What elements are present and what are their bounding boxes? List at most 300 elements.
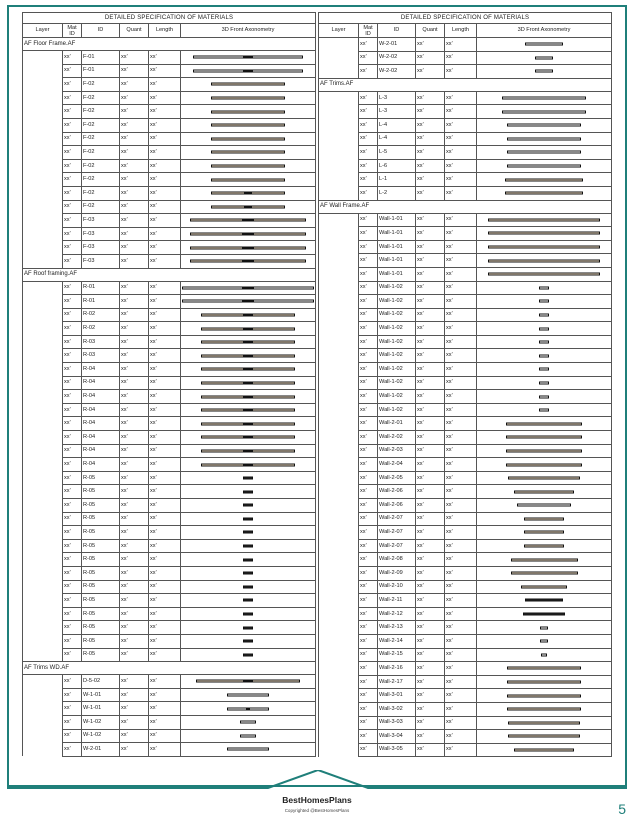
- id-cell: F-02: [82, 200, 120, 214]
- quant-cell: xx': [120, 729, 149, 743]
- layer-cell: [319, 580, 359, 594]
- axonometry-thumbnail: [181, 594, 316, 608]
- member-joint-marker: [243, 342, 252, 343]
- mat-id-cell: xx': [63, 431, 82, 445]
- id-cell: R-05: [82, 539, 120, 553]
- length-cell: xx': [445, 376, 477, 390]
- quant-cell: xx': [120, 553, 149, 567]
- id-cell: F-02: [82, 118, 120, 132]
- layer-cell: [319, 730, 359, 744]
- length-cell: xx': [445, 281, 477, 295]
- axonometry-thumbnail: [181, 431, 316, 445]
- axonometry-thumbnail: [181, 444, 316, 458]
- length-cell: xx': [445, 51, 477, 65]
- axonometry-thumbnail: [181, 227, 316, 241]
- id-cell: F-02: [82, 186, 120, 200]
- table-row: [23, 363, 316, 377]
- layer-cell: [23, 715, 63, 729]
- col-layer: Layer: [319, 24, 359, 38]
- table-row: [319, 403, 612, 417]
- mat-id-cell: xx': [63, 322, 82, 336]
- member-joint-marker: [243, 437, 252, 438]
- table-row: [319, 363, 612, 377]
- length-cell: xx': [445, 390, 477, 404]
- member-bar: [506, 422, 581, 425]
- member-bar: [539, 409, 548, 412]
- layer-cell: [319, 267, 359, 281]
- layer-cell: [23, 241, 63, 255]
- table-row: [23, 227, 316, 241]
- layer-cell: [319, 335, 359, 349]
- length-cell: xx': [149, 715, 181, 729]
- mat-id-cell: xx': [63, 403, 82, 417]
- axonometry-thumbnail: [181, 376, 316, 390]
- table-row: [319, 267, 612, 281]
- member-bar: [488, 218, 601, 221]
- mat-id-cell: xx': [359, 675, 378, 689]
- axonometry-thumbnail: [477, 363, 612, 377]
- mat-id-cell: xx': [359, 471, 378, 485]
- left-table-title: DETAILED SPECIFICATION OF MATERIALS: [23, 13, 316, 24]
- axonometry-thumbnail: [477, 431, 612, 445]
- layer-cell: [23, 688, 63, 702]
- id-cell: Wall-3-03: [378, 716, 416, 730]
- member-bar: [506, 449, 581, 452]
- quant-cell: xx': [416, 621, 445, 635]
- length-cell: xx': [149, 485, 181, 499]
- quant-cell: xx': [120, 485, 149, 499]
- table-row: [319, 485, 612, 499]
- member-bar: [539, 395, 548, 398]
- mat-id-cell: xx': [359, 580, 378, 594]
- quant-cell: xx': [416, 118, 445, 132]
- quant-cell: xx': [120, 688, 149, 702]
- col-quant: Quant: [416, 24, 445, 38]
- left-table-body: [23, 38, 316, 757]
- length-cell: xx': [149, 580, 181, 594]
- layer-cell: [319, 254, 359, 268]
- axonometry-thumbnail: [477, 295, 612, 309]
- quant-cell: xx': [120, 431, 149, 445]
- axonometry-thumbnail: [477, 512, 612, 526]
- layer-cell: [23, 444, 63, 458]
- id-cell: L-3: [378, 91, 416, 105]
- member-bar: [511, 558, 578, 561]
- member-bar: [190, 260, 305, 263]
- id-cell: W-1-01: [82, 702, 120, 716]
- id-cell: R-04: [82, 431, 120, 445]
- axonometry-thumbnail: [181, 281, 316, 295]
- mat-id-cell: xx': [63, 485, 82, 499]
- member-bar: [201, 422, 295, 425]
- length-cell: xx': [445, 499, 477, 513]
- table-row: [319, 295, 612, 309]
- mat-id-cell: xx': [359, 648, 378, 662]
- layer-cell: [23, 146, 63, 160]
- id-cell: F-03: [82, 254, 120, 268]
- table-row: [319, 417, 612, 431]
- table-row: [23, 607, 316, 621]
- quant-cell: xx': [120, 254, 149, 268]
- mat-id-cell: xx': [63, 702, 82, 716]
- layer-cell: [23, 743, 63, 757]
- table-row: [319, 186, 612, 200]
- col-id: ID: [378, 24, 416, 38]
- col-axonometry: 3D Front Axonometry: [477, 24, 612, 38]
- quant-cell: xx': [120, 458, 149, 472]
- layer-cell: [23, 173, 63, 187]
- layer-cell: [319, 662, 359, 676]
- member-bar: [535, 56, 552, 59]
- member-joint-marker: [243, 70, 254, 71]
- length-cell: xx': [445, 743, 477, 757]
- quant-cell: xx': [416, 240, 445, 254]
- id-cell: Wall-2-04: [378, 458, 416, 472]
- axonometry-thumbnail: [477, 689, 612, 703]
- id-cell: Wall-3-02: [378, 702, 416, 716]
- mat-id-cell: xx': [359, 621, 378, 635]
- member-bar: [539, 341, 548, 344]
- right-spec-table: [318, 12, 611, 757]
- member-bar: [507, 124, 581, 127]
- member-bar: [535, 70, 552, 73]
- table-row: [319, 308, 612, 322]
- layer-cell: [23, 417, 63, 431]
- layer-cell: [23, 702, 63, 716]
- id-cell: F-03: [82, 241, 120, 255]
- mat-id-cell: xx': [359, 349, 378, 363]
- axonometry-thumbnail: [181, 729, 316, 743]
- member-bar: [488, 232, 601, 235]
- id-cell: R-04: [82, 376, 120, 390]
- col-length: Length: [445, 24, 477, 38]
- quant-cell: xx': [416, 431, 445, 445]
- table-row: [319, 458, 612, 472]
- axonometry-thumbnail: [181, 580, 316, 594]
- id-cell: L-6: [378, 159, 416, 173]
- axonometry-thumbnail: [181, 186, 316, 200]
- axonometry-thumbnail: [477, 634, 612, 648]
- table-row: [23, 105, 316, 119]
- col-quant: Quant: [120, 24, 149, 38]
- right-table-title: DETAILED SPECIFICATION OF MATERIALS: [319, 13, 612, 24]
- quant-cell: xx': [416, 539, 445, 553]
- id-cell: Wall-2-07: [378, 512, 416, 526]
- quant-cell: xx': [120, 118, 149, 132]
- layer-cell: [23, 553, 63, 567]
- table-row: [319, 553, 612, 567]
- member-bar: [507, 681, 581, 684]
- section-label: AF Wall Frame.AF: [319, 200, 612, 213]
- axonometry-thumbnail: [181, 471, 316, 485]
- member-bar: [539, 368, 548, 371]
- axonometry-thumbnail: [477, 254, 612, 268]
- table-row: [319, 512, 612, 526]
- quant-cell: xx': [120, 241, 149, 255]
- member-bar: [201, 313, 295, 316]
- axonometry-thumbnail: [477, 146, 612, 160]
- id-cell: F-02: [82, 132, 120, 146]
- table-row: [319, 213, 612, 227]
- id-cell: F-01: [82, 51, 120, 65]
- section-label: AF Trims WD.AF: [23, 662, 316, 675]
- table-row: [319, 240, 612, 254]
- length-cell: xx': [149, 173, 181, 187]
- axonometry-thumbnail: [181, 132, 316, 146]
- layer-cell: [23, 648, 63, 662]
- id-cell: Wall-1-01: [378, 213, 416, 227]
- member-bar: [539, 381, 548, 384]
- quant-cell: xx': [416, 526, 445, 540]
- mat-id-cell: xx': [63, 634, 82, 648]
- axonometry-thumbnail: [477, 376, 612, 390]
- col-axonometry: 3D Front Axonometry: [181, 24, 316, 38]
- mat-id-cell: xx': [359, 281, 378, 295]
- axonometry-thumbnail: [477, 607, 612, 621]
- member-bar: [539, 286, 548, 289]
- mat-id-cell: xx': [63, 729, 82, 743]
- member-bar: [182, 300, 313, 303]
- table-row: [23, 186, 316, 200]
- id-cell: F-02: [82, 146, 120, 160]
- member-bar: [211, 137, 285, 140]
- mat-id-cell: xx': [63, 91, 82, 105]
- id-cell: R-02: [82, 308, 120, 322]
- axonometry-thumbnail: [181, 621, 316, 635]
- left-spec-table: [22, 12, 315, 757]
- table-row: [23, 485, 316, 499]
- mat-id-cell: xx': [63, 335, 82, 349]
- member-bar: [201, 327, 295, 330]
- id-cell: W-2-02: [378, 65, 416, 79]
- table-row: [23, 241, 316, 255]
- id-cell: Wall-2-17: [378, 675, 416, 689]
- axonometry-thumbnail: [477, 213, 612, 227]
- table-row: [23, 200, 316, 214]
- id-cell: L-3: [378, 105, 416, 119]
- axonometry-thumbnail: [477, 281, 612, 295]
- member-bar: [506, 436, 581, 439]
- table-row: [319, 281, 612, 295]
- table-row: [23, 349, 316, 363]
- axonometry-thumbnail: [181, 743, 316, 757]
- axonometry-thumbnail: [181, 634, 316, 648]
- mat-id-cell: xx': [359, 553, 378, 567]
- table-row: [23, 376, 316, 390]
- member-joint-marker: [243, 423, 252, 424]
- mat-id-cell: xx': [359, 403, 378, 417]
- member-joint-marker: [244, 206, 251, 207]
- quant-cell: xx': [120, 403, 149, 417]
- axonometry-thumbnail: [477, 580, 612, 594]
- quant-cell: xx': [416, 376, 445, 390]
- length-cell: xx': [445, 118, 477, 132]
- id-cell: F-02: [82, 173, 120, 187]
- id-cell: F-02: [82, 91, 120, 105]
- brand-logo-text: BestHomesPlans: [282, 795, 352, 805]
- quant-cell: xx': [120, 580, 149, 594]
- mat-id-cell: xx': [63, 594, 82, 608]
- mat-id-cell: xx': [359, 458, 378, 472]
- table-row: [23, 64, 316, 78]
- length-cell: xx': [149, 281, 181, 295]
- quant-cell: xx': [120, 363, 149, 377]
- length-cell: xx': [149, 675, 181, 689]
- mat-id-cell: xx': [359, 526, 378, 540]
- axonometry-thumbnail: [477, 702, 612, 716]
- layer-cell: [23, 458, 63, 472]
- member-bar: [488, 273, 601, 276]
- id-cell: R-04: [82, 390, 120, 404]
- axonometry-thumbnail: [181, 118, 316, 132]
- axonometry-thumbnail: [181, 241, 316, 255]
- length-cell: xx': [149, 308, 181, 322]
- table-row: [23, 499, 316, 513]
- table-row: [319, 607, 612, 621]
- mat-id-cell: xx': [359, 38, 378, 52]
- member-bar: [201, 395, 295, 398]
- member-bar: [211, 97, 285, 100]
- id-cell: Wall-1-02: [378, 295, 416, 309]
- id-cell: Wall-2-11: [378, 594, 416, 608]
- member-bar: [508, 477, 579, 480]
- table-row: [23, 295, 316, 309]
- quant-cell: xx': [120, 743, 149, 757]
- layer-cell: [23, 376, 63, 390]
- quant-cell: xx': [416, 390, 445, 404]
- id-cell: R-04: [82, 458, 120, 472]
- mat-id-cell: xx': [359, 730, 378, 744]
- layer-cell: [319, 51, 359, 65]
- quant-cell: xx': [120, 132, 149, 146]
- length-cell: xx': [149, 743, 181, 757]
- table-row: [319, 132, 612, 146]
- axonometry-thumbnail: [477, 38, 612, 52]
- member-bar: [511, 572, 578, 575]
- member-bar: [507, 137, 581, 140]
- layer-cell: [319, 403, 359, 417]
- axonometry-thumbnail: [181, 78, 316, 92]
- id-cell: F-03: [82, 227, 120, 241]
- mat-id-cell: xx': [63, 621, 82, 635]
- layer-cell: [23, 214, 63, 228]
- mat-id-cell: xx': [63, 105, 82, 119]
- axonometry-thumbnail: [181, 363, 316, 377]
- length-cell: xx': [149, 51, 181, 65]
- axonometry-thumbnail: [477, 743, 612, 757]
- quant-cell: xx': [416, 322, 445, 336]
- axonometry-thumbnail: [477, 553, 612, 567]
- table-row: [319, 390, 612, 404]
- member-bar: [524, 531, 564, 534]
- mat-id-cell: xx': [359, 363, 378, 377]
- axonometry-thumbnail: [477, 65, 612, 79]
- member-bar: [525, 43, 564, 46]
- quant-cell: xx': [120, 526, 149, 540]
- axonometry-thumbnail: [477, 566, 612, 580]
- length-cell: xx': [445, 240, 477, 254]
- quant-cell: xx': [120, 159, 149, 173]
- table-row: [319, 159, 612, 173]
- mat-id-cell: xx': [359, 105, 378, 119]
- length-cell: xx': [445, 730, 477, 744]
- id-cell: Wall-1-02: [378, 281, 416, 295]
- quant-cell: xx': [120, 648, 149, 662]
- axonometry-thumbnail: [477, 716, 612, 730]
- quant-cell: xx': [416, 512, 445, 526]
- member-bar: [227, 694, 269, 697]
- quant-cell: xx': [120, 105, 149, 119]
- axonometry-thumbnail: [181, 200, 316, 214]
- layer-cell: [319, 471, 359, 485]
- length-cell: xx': [149, 363, 181, 377]
- layer-cell: [23, 51, 63, 65]
- length-cell: xx': [149, 159, 181, 173]
- length-cell: xx': [149, 91, 181, 105]
- length-cell: xx': [149, 146, 181, 160]
- mat-id-cell: xx': [63, 539, 82, 553]
- table-row: [23, 214, 316, 228]
- table-row: [23, 648, 316, 662]
- length-cell: xx': [445, 65, 477, 79]
- layer-cell: [23, 580, 63, 594]
- quant-cell: xx': [120, 322, 149, 336]
- table-row: [319, 376, 612, 390]
- member-bar: [507, 694, 581, 697]
- member-bar: [211, 205, 285, 208]
- length-cell: xx': [149, 376, 181, 390]
- id-cell: R-05: [82, 526, 120, 540]
- table-row: [23, 173, 316, 187]
- mat-id-cell: xx': [359, 159, 378, 173]
- quant-cell: xx': [416, 662, 445, 676]
- table-row: [23, 444, 316, 458]
- layer-cell: [319, 417, 359, 431]
- member-bar: [227, 748, 269, 751]
- quant-cell: xx': [120, 281, 149, 295]
- id-cell: L-4: [378, 132, 416, 146]
- layer-cell: [23, 349, 63, 363]
- member-bar: [502, 110, 585, 113]
- axonometry-thumbnail: [477, 526, 612, 540]
- mat-id-cell: xx': [63, 64, 82, 78]
- quant-cell: xx': [416, 471, 445, 485]
- axonometry-thumbnail: [477, 648, 612, 662]
- id-cell: Wall-1-02: [378, 335, 416, 349]
- axonometry-thumbnail: [477, 105, 612, 119]
- table-row: [319, 91, 612, 105]
- quant-cell: xx': [120, 539, 149, 553]
- layer-cell: [319, 281, 359, 295]
- axonometry-thumbnail: [477, 730, 612, 744]
- member-bar: [211, 83, 285, 86]
- member-bar: [488, 259, 601, 262]
- length-cell: xx': [445, 716, 477, 730]
- mat-id-cell: xx': [359, 499, 378, 513]
- member-bar: [201, 354, 295, 357]
- mat-id-cell: xx': [63, 227, 82, 241]
- quant-cell: xx': [416, 689, 445, 703]
- right-table-body: [319, 38, 612, 757]
- table-row: [319, 675, 612, 689]
- id-cell: Wall-1-01: [378, 227, 416, 241]
- axonometry-thumbnail: [477, 403, 612, 417]
- quant-cell: xx': [416, 594, 445, 608]
- length-cell: xx': [445, 444, 477, 458]
- mat-id-cell: xx': [63, 295, 82, 309]
- axonometry-thumbnail: [181, 173, 316, 187]
- member-joint-marker: [243, 355, 252, 356]
